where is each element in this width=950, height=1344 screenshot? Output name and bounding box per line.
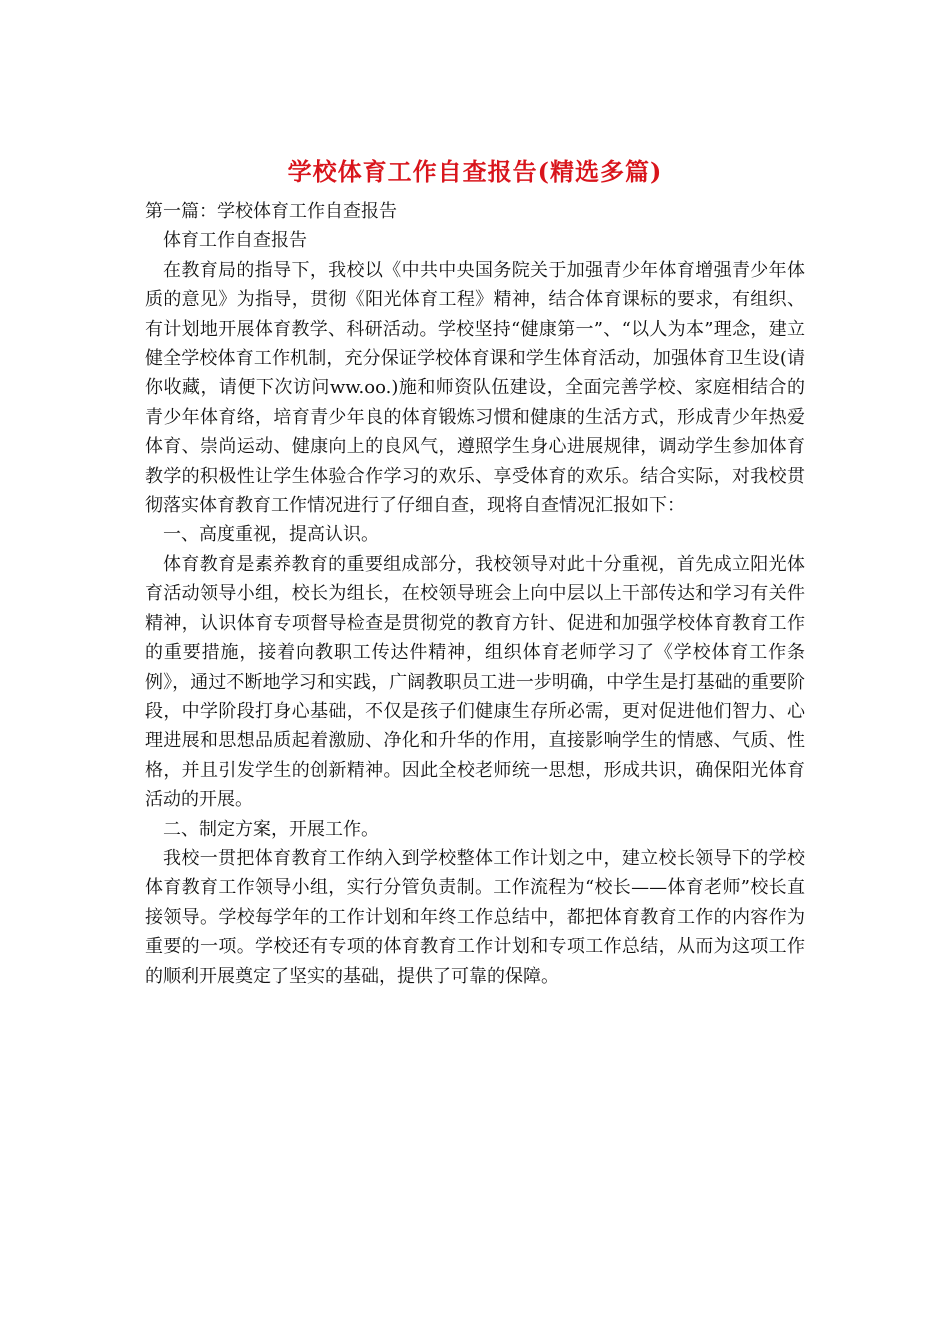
body-paragraph-section-two: 我校一贯把体育教育工作纳入到学校整体工作计划之中，建立校长领导下的学校体育教育工作领导小组，实行分管负责制。工作流程为“校长——体育老师”校长直接领导。学校每学年的工作计划和年终工作总结中，都把体育教育工作的内容作为重要的一项。学校还有专项的体育教育工作计划和专项工作总结，从而为这项工作的顺利开展奠定了坚实的基础，提供了可靠的保障。 <box>145 847 805 987</box>
section-heading-one: 一、高度重视，提高认识。 <box>163 524 379 546</box>
report-subtitle: 体育工作自查报告 <box>163 230 307 252</box>
document-title: 学校体育工作自查报告(精选多篇) <box>287 157 663 186</box>
body-paragraph-section-one: 体育教育是素养教育的重要组成部分，我校领导对此十分重视，首先成立阳光体育活动领导小组，校长为组长，在校领导班会上向中层以上干部传达和学习有关件精神，认识体育专项督导检查是贯彻党的教育方针、促进和加强学校体育教育工作的重要措施，接着向教职工传达件精神，组织体育老师学习了《学校体育工作条例》，通过不断地学习和实践，广阔教职员工进一步明确，中学生是打基础的重要阶段，中学阶段打身心基础，不仅是孩子们健康生存所必需，更对促进他们智力、心理进展和思想品质起着激励、净化和升华的作用，直接影响学生的情感、气质、性格，并且引发学生的创新精神。因此全校老师统一思想，形成共识，确保阳光体育活动的开展。 <box>145 553 805 811</box>
body-paragraph-intro: 在教育局的指导下，我校以《中共中央国务院关于加强青少年体育增强青少年体质的意见》为指导，贯彻《阳光体育工程》精神，结合体育课标的要求，有组织、有计划地开展体育教学、科研活动。学校坚持“健康第一”、“以人为本”理念，建立健全学校体育工作机制，充分保证学校体育课和学生体育活动，加强体育卫生设(请你收藏，请便下次访问ww.oo.)施和师资队伍建设，全面完善学校、家庭相结合的青少年体育络，培育青少年良的体育锻炼习惯和健康的生活方式，形成青少年热爱体育、崇尚运动、健康向上的良风气，遵照学生身心进展规律，调动学生参加体育教学的积极性让学生体验合作学习的欢乐、享受体育的欢乐。结合实际，对我校贯彻落实体育教育工作情况进行了仔细自查，现将自查情况汇报如下： <box>145 259 805 517</box>
document-body <box>145 197 805 991</box>
section-heading-part-one: 第一篇：学校体育工作自查报告 <box>145 201 397 222</box>
section-heading-two: 二、制定方案，开展工作。 <box>163 818 379 840</box>
